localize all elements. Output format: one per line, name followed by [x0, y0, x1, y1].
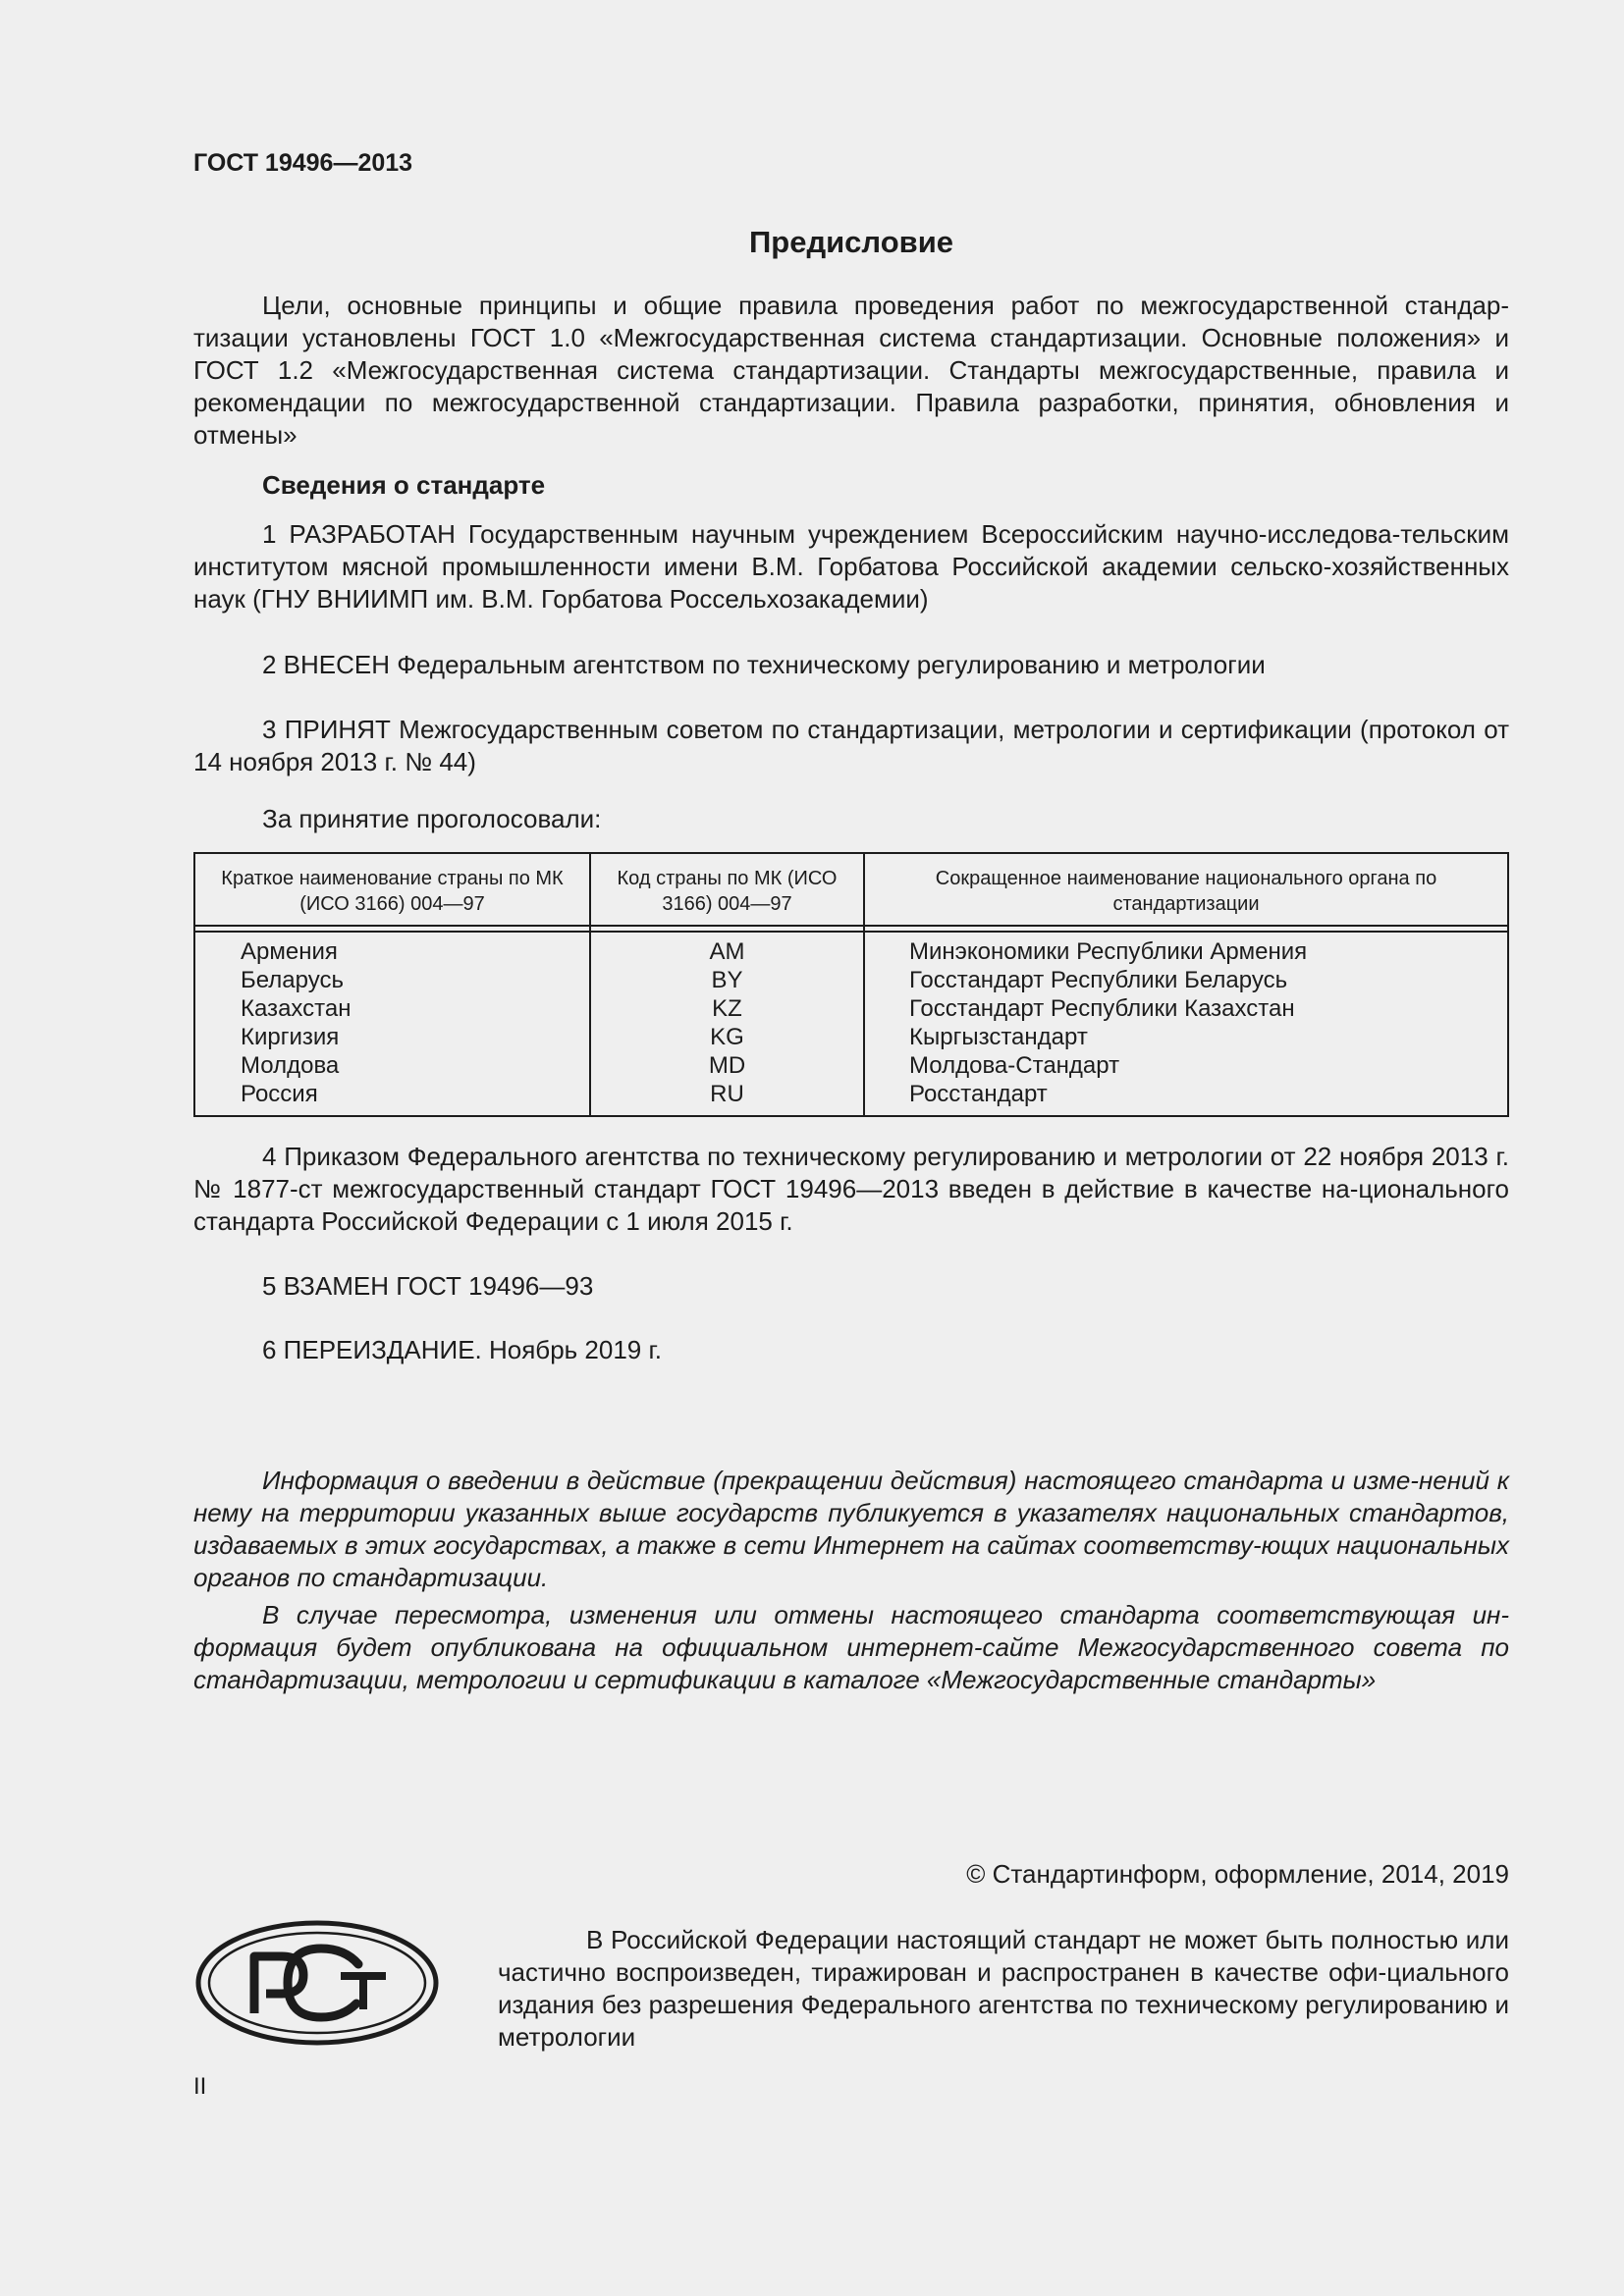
- page-number: II: [193, 2073, 207, 2100]
- table-cell-country: Армения: [241, 938, 338, 965]
- table-cell-body: Росстандарт: [909, 1081, 1048, 1107]
- voted-label: За принятие проголосовали:: [262, 804, 602, 833]
- item-submitted: 2 ВНЕСЕН Федеральным агентством по техническому регулированию и метрологии: [262, 650, 1266, 679]
- info-notice-paragraph-1: Информация о введении в действие (прекращении действия) настоящего стандарта и изме-нений к нему на территории указанных выше государств публикуется в указателях национальных стандартов, издаваемых в этих государствах, а также в сети Интернет на сайтах соответству-ющих национальных органов по стандартизации.: [193, 1466, 1509, 1592]
- table-cell-code: AM: [709, 938, 745, 965]
- table-cell-code: RU: [710, 1081, 744, 1107]
- table-cell-country: Беларусь: [241, 967, 344, 993]
- rst-logo: [193, 1919, 441, 2047]
- document-id: ГОСТ 19496—2013: [193, 149, 413, 177]
- item-adopted: 3 ПРИНЯТ Межгосударственным советом по стандартизации, метрологии и сертификации (протокол от 14 ноября 2013 г. № 44): [193, 715, 1509, 776]
- reproduction-notice: В Российской Федерации настоящий стандарт не может быть полностью или частично воспроизведен, тиражирован и распространен в качестве офи-циального издания без разрешения Федерального агентства по техническому регулированию и метрологии: [498, 1925, 1509, 2052]
- table-header-code: Код страны по МК (ИСО 3166) 004—97: [617, 868, 838, 915]
- table-header-rule: [195, 931, 1507, 933]
- item-developed: 1 РАЗРАБОТАН Государственным научным учреждением Всероссийским научно-исследова-тельским институтом мясной промышленности имени В.М. Горбатова Российской академии сельско-хозяйственных наук (ГНУ ВНИИМП им. В.М. Горбатова Россельхозакадемии): [193, 519, 1509, 614]
- table-cell-code: KG: [710, 1024, 744, 1050]
- table-cell-code: MD: [708, 1052, 746, 1079]
- info-notice-paragraph-2: В случае пересмотра, изменения или отмены настоящего стандарта соответствующая ин-формация будет опубликована на официальном интернет-сайте Межгосударственного совета по стандартизации, метрологии и сертификации в каталоге «Межгосударственные стандарты»: [193, 1600, 1509, 1694]
- table-cell-code: KZ: [712, 995, 742, 1022]
- table-header-body: Сокращенное наименование национального органа по стандартизации: [935, 868, 1437, 915]
- document-page: [193, 0, 1509, 2296]
- table-header-rule: [195, 925, 1507, 927]
- table-column-code: [591, 937, 863, 1108]
- table-cell-country: Россия: [241, 1081, 318, 1107]
- table-cell-body: Минэкономики Республики Армения: [909, 938, 1308, 965]
- table-cell-country: Казахстан: [241, 995, 352, 1022]
- table-cell-body: Госстандарт Республики Беларусь: [909, 967, 1288, 993]
- item-reissue: 6 ПЕРЕИЗДАНИЕ. Ноябрь 2019 г.: [262, 1335, 663, 1364]
- table-cell-country: Молдова: [241, 1052, 340, 1079]
- foreword-title: Предисловие: [748, 225, 953, 259]
- rst-certification-mark-icon: [193, 1919, 441, 2047]
- item-enacted: 4 Приказом Федерального агентства по техническому регулированию и метрологии от 22 ноября 2013 г. № 1877-ст межгосударственный стандарт ГОСТ 19496—2013 введен в действие в качестве на-ционального стандарта Российской Федерации с 1 июля 2015 г.: [193, 1142, 1509, 1236]
- table-column-body: [909, 937, 1307, 1108]
- item-replaces: 5 ВЗАМЕН ГОСТ 19496—93: [262, 1271, 594, 1301]
- table-column-country: [241, 937, 351, 1108]
- table-cell-code: BY: [711, 967, 743, 993]
- table-cell-body: Госстандарт Республики Казахстан: [909, 995, 1295, 1022]
- table-cell-body: Кыргызстандарт: [909, 1024, 1088, 1050]
- table-header-country: Краткое наименование страны по МК (ИСО 3166) 004—97: [221, 868, 564, 915]
- standard-info-title: Сведения о стандарте: [262, 470, 546, 500]
- table-cell-country: Киргизия: [241, 1024, 340, 1050]
- foreword-intro: Цели, основные принципы и общие правила проведения работ по межгосударственной стандар-тизации установлены ГОСТ 1.0 «Межгосударственная система стандартизации. Основные положения» и ГОСТ 1.2 «Межгосударственная система стандартизации. Стандарты межгосударственные, правила и рекомендации по межгосударственной стандартизации. Правила разработки, принятия, обновления и отмены»: [193, 291, 1509, 450]
- voting-countries-table: [193, 852, 1509, 1117]
- copyright-line: © Стандартинформ, оформление, 2014, 2019: [966, 1859, 1509, 1889]
- table-cell-body: Молдова-Стандарт: [909, 1052, 1120, 1079]
